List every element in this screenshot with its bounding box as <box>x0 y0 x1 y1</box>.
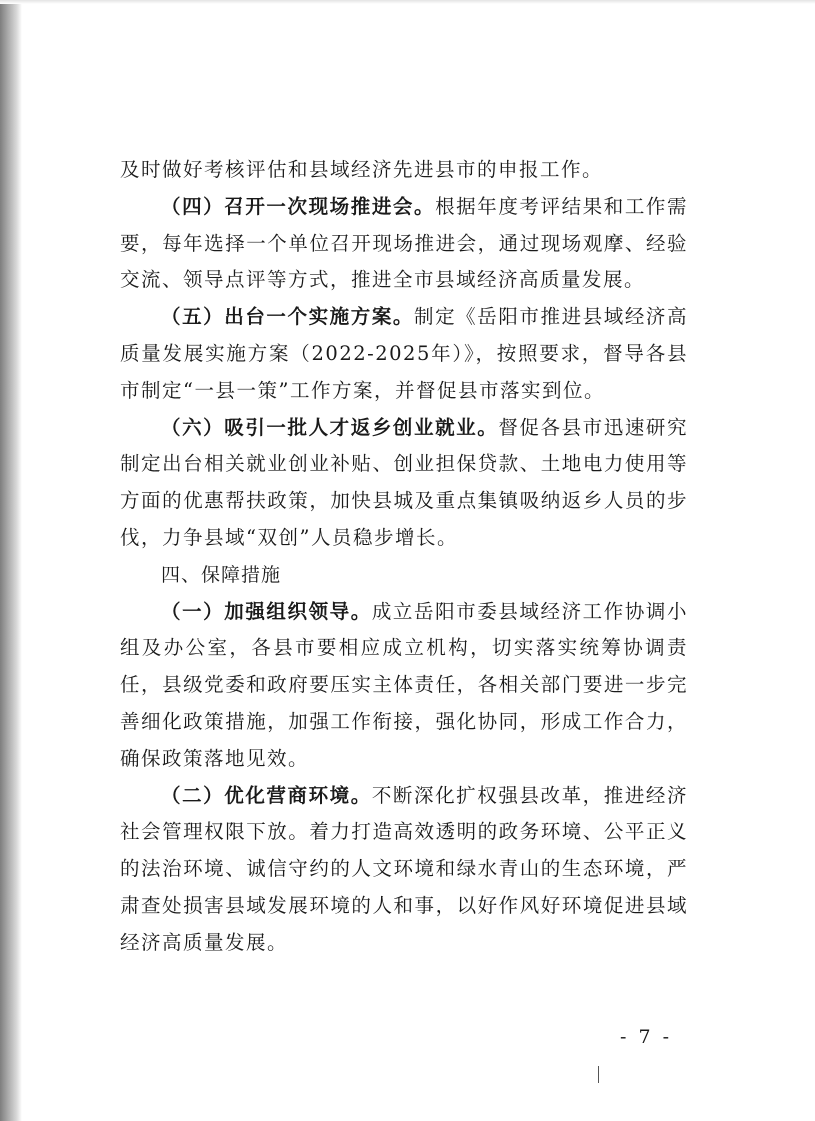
paragraph-lead: （六）吸引一批人才返乡创业就业。 <box>161 415 499 439</box>
paragraph-business-environment <box>120 778 688 962</box>
paragraph-continuation <box>120 152 688 189</box>
paragraph-text: 督促各县市迅速研究制定出台相关就业创业补贴、创业担保贷款、土地电力使用等方面的优惠帮扶政策，加快县城及重点集镇吸纳返乡人员的步伐，力争县域“双创”人员稳步增长。 <box>120 415 688 549</box>
section-heading-text: 四、保障措施 <box>161 563 282 586</box>
paragraph-text: 根据年度考评结果和工作需要，每年选择一个单位召开现场推进会，通过现场观摩、经验交流、领导点评等方式，推进全市县域经济高质量发展。 <box>120 194 688 292</box>
scan-mark <box>598 1066 599 1083</box>
paragraph-site-meeting <box>120 189 688 299</box>
paragraph-text: 制定《岳阳市推进县域经济高质量发展实施方案（2022-2025年）》，按照要求，督导各县市制定“一县一策”工作方案，并督促县市落实到位。 <box>120 305 688 402</box>
document-body <box>120 152 688 962</box>
paragraph-text: 及时做好考核评估和县域经济先进县市的申报工作。 <box>120 158 604 181</box>
paragraph-implementation-plan <box>120 299 688 409</box>
scan-shadow-edge <box>0 0 22 1121</box>
paragraph-talent-return <box>120 410 688 557</box>
section-heading <box>120 557 688 594</box>
paragraph-organization <box>120 594 688 778</box>
paragraph-lead: （一）加强组织领导。 <box>161 599 372 623</box>
scan-shadow-top <box>0 0 815 4</box>
paragraph-lead: （四）召开一次现场推进会。 <box>161 194 436 218</box>
paragraph-lead: （五）出台一个实施方案。 <box>161 305 414 329</box>
paragraph-text: 成立岳阳市委县域经济工作协调小组及办公室，各县市要相应成立机构，切实落实统筹协调责任，县级党委和政府要压实主体责任，各相关部门要进一步完善细化政策措施，加强工作衔接，强化协同，形成工作合力，确保政策落地见效。 <box>120 599 688 770</box>
paragraph-text: 不断深化扩权强县改革，推进经济社会管理权限下放。着力打造高效透明的政务环境、公平正义的法治环境、诚信守约的人文环境和绿水青山的生态环境，严肃查处损害县域发展环境的人和事，以好作风好环境促进县域经济高质量发展。 <box>120 783 688 954</box>
page-number: - 7 - <box>620 1026 673 1048</box>
paragraph-lead: （二）优化营商环境。 <box>161 783 372 807</box>
